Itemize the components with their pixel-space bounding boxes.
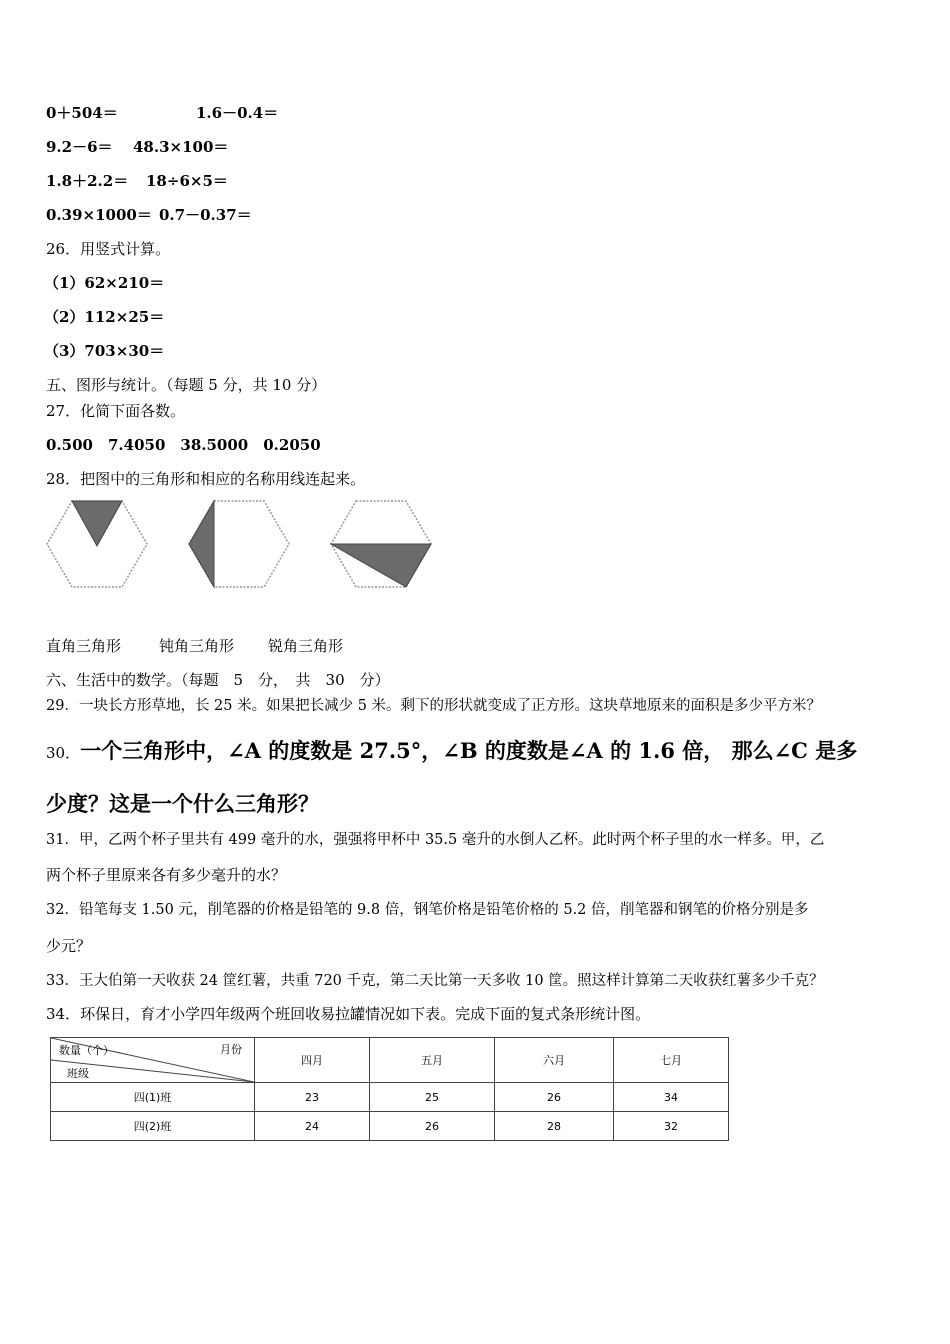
section-5-heading: 五、图形与统计。（每题 5 分，共 10 分）	[46, 376, 327, 394]
section-6-heading: 六、生活中的数学。（每题 5 分， 共 30 分）	[46, 671, 390, 689]
q34-text: 34．环保日，育才小学四年级两个班回收易拉罐情况如下表。完成下面的复式条形统计图。	[46, 1005, 651, 1023]
hexagon-figure-3	[330, 498, 434, 590]
class-name-cell: 四(1)班	[51, 1083, 255, 1112]
q27-title: 27．化简下面各数。	[46, 402, 186, 420]
value-cell: 23	[255, 1083, 370, 1112]
value-cell: 28	[495, 1112, 614, 1141]
month-header: 六月	[495, 1038, 614, 1083]
q30-line-1	[46, 735, 857, 765]
hexagon-figure-1	[46, 498, 150, 590]
calc-expr: 9.2－6＝	[46, 138, 113, 156]
hexagon-figure-2	[188, 498, 292, 590]
table-header-row	[51, 1038, 729, 1083]
q26-item: （1）62×210＝	[44, 274, 165, 292]
q32-line-2: 少元？	[46, 937, 92, 955]
calc-expr: 0.7－0.37＝	[159, 206, 252, 224]
triangle-name: 锐角三角形	[268, 637, 344, 655]
value-cell: 34	[614, 1083, 729, 1112]
triangle-name: 钝角三角形	[159, 637, 235, 655]
q30-number: 30．	[46, 744, 81, 762]
corner-class-label: 班级	[67, 1067, 89, 1080]
calc-expr: 0＋504＝	[46, 104, 118, 122]
month-header: 五月	[370, 1038, 495, 1083]
corner-month-label: 月份	[220, 1043, 242, 1056]
calc-expr: 48.3×100＝	[133, 138, 229, 156]
corner-quantity-label: 数量（个）	[59, 1044, 114, 1057]
calc-row-3	[46, 170, 228, 191]
class-name-cell: 四(2)班	[51, 1112, 255, 1141]
value-cell: 26	[495, 1083, 614, 1112]
q31-line-1: 31．甲，乙两个杯子里共有 499 毫升的水，强强将甲杯中 35.5 毫升的水倒人乙杯。此时两个杯子里的水一样多。甲，乙	[46, 832, 825, 848]
calc-expr: 18÷6×5＝	[146, 172, 228, 190]
calc-expr: 1.8＋2.2＝	[46, 172, 129, 190]
month-header: 四月	[255, 1038, 370, 1083]
value-cell: 26	[370, 1112, 495, 1141]
calc-row-4	[46, 204, 252, 225]
q28-title: 28．把图中的三角形和相应的名称用线连起来。	[46, 470, 366, 488]
calc-expr: 1.6－0.4＝	[196, 104, 279, 122]
month-header: 七月	[614, 1038, 729, 1083]
q30-line-2: 少度？这是一个什么三角形？	[46, 791, 319, 816]
value-cell: 24	[255, 1112, 370, 1141]
q26-item: （2）112×25＝	[44, 308, 165, 326]
q31-line-2: 两个杯子里原来各有多少毫升的水？	[46, 866, 287, 884]
triangle-names	[46, 635, 343, 656]
recycling-table	[50, 1037, 729, 1141]
value-cell: 32	[614, 1112, 729, 1141]
q27-numbers: 0.500 7.4050 38.5000 0.2050	[46, 436, 321, 454]
q26-title: 26．用竖式计算。	[46, 240, 171, 258]
table-corner-cell	[51, 1038, 255, 1083]
calc-row-2	[46, 136, 228, 157]
q29-text: 29．一块长方形草地，长 25 米。如果把长减少 5 米。剩下的形状就变成了正方形。这块草地原来的面积是多少平方米？	[46, 698, 822, 714]
value-cell: 25	[370, 1083, 495, 1112]
calc-expr: 0.39×1000＝	[46, 206, 152, 224]
table-row	[51, 1112, 729, 1141]
triangle-name: 直角三角形	[46, 637, 122, 655]
q30-text: 一个三角形中，∠A 的度数是 27.5°，∠B 的度数是∠A 的 1.6 倍， 那么∠C 是多	[80, 738, 858, 763]
calc-row-1	[46, 102, 278, 123]
q26-item: （3）703×30＝	[44, 342, 165, 360]
table-row	[51, 1083, 729, 1112]
q32-line-1: 32．铅笔每支 1.50 元，削笔器的价格是铅笔的 9.8 倍，钢笔价格是铅笔价格的 5.2 倍，削笔器和钢笔的价格分别是多	[46, 902, 809, 918]
q33-text: 33．王大伯第一天收获 24 筐红薯，共重 720 千克，第二天比第一天多收 10 筐。照这样计算第二天收获红薯多少千克？	[46, 973, 824, 989]
